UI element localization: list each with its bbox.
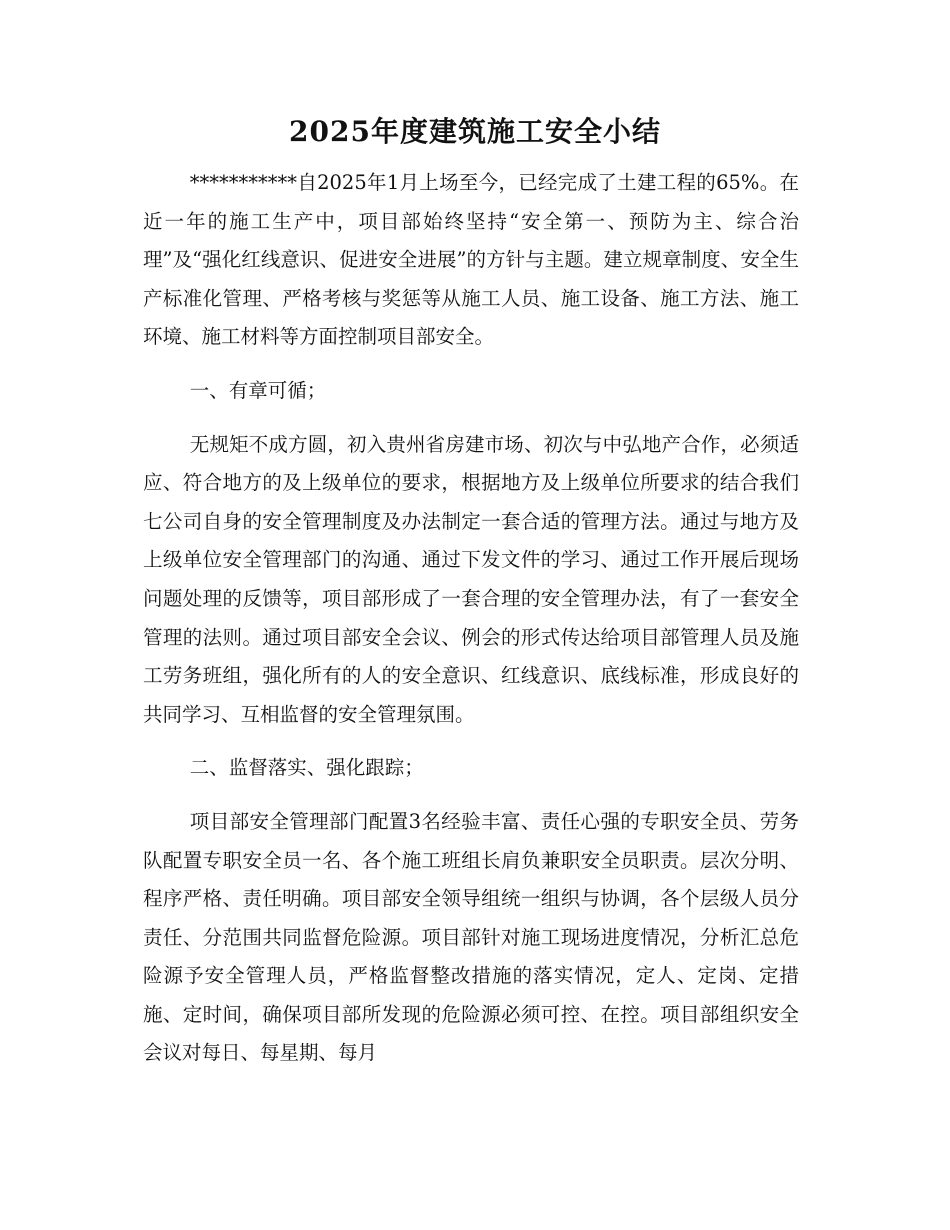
document-title: 2025年度建筑施工安全小结 [289,115,661,148]
section-paragraph-2: 项目部安全管理部门配置3名经验丰富、责任心强的专职安全员、劳务队配置专职安全员一名、各个施工班组长肩负兼职安全员职责。层次分明、程序严格、责任明确。项目部安全领导组统一组织与协调，各个层级人员分责任、分范围共同监督危险源。项目部针对施工现场进度情况，分析汇总危险源予安全管理人员，严格监督整改措施的落实情况，定人、定岗、定措施、定时间，确保项目部所发现的危险源必须可控、在控。项目部组织安全会议对每日、每星期、每月 [143,809,799,1065]
section-heading-1: 一、有章可循； [189,378,327,402]
section-paragraph-1: 无规矩不成方圆，初入贵州省房建市场、初次与中弘地产合作，必须适应、符合地方的及上级单位的要求，根据地方及上级单位所要求的结合我们七公司自身的安全管理制度及办法制定一套合适的管理方法。通过与地方及上级单位安全管理部门的沟通、通过下发文件的学习、通过工作开展后现场问题处理的反馈等，项目部形成了一套合理的安全管理办法，有了一套安全管理的法则。通过项目部安全会议、例会的形式传达给项目部管理人员及施工劳务班组，强化所有的人的安全意识、红线意识、底线标准，形成良好的共同学习、互相监督的安全管理氛围。 [143,432,799,726]
section-heading-2: 二、监督落实、强化跟踪； [189,756,424,780]
document-body [143,164,799,1073]
intro-paragraph: ***********自2025年1月上场至今，已经完成了土建工程的65%。在近一年的施工生产中，项目部始终坚持“安全第一、预防为主、综合治理”及“强化红线意识、促进安全进展”的方针与主题。建立规章制度、安全生产标准化管理、严格考核与奖惩等从施工人员、施工设备、施工方法、施工环境、施工材料等方面控制项目部安全。 [143,171,799,349]
